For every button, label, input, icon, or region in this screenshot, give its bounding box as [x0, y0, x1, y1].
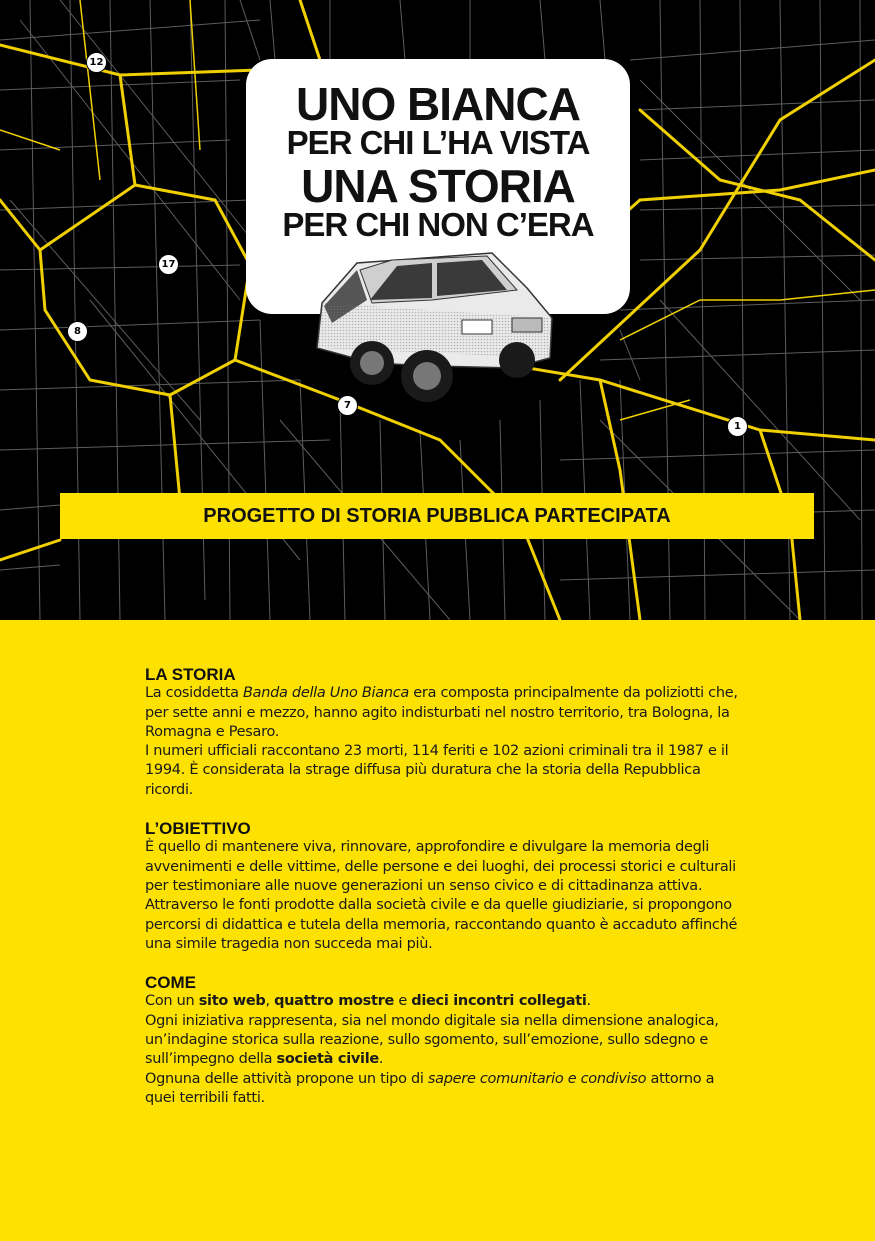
paragraph: È quello di mantenere viva, rinnovare, approfondire e divulgare la memoria degli avvenimenti e delle vittime, delle persone e dei luoghi, dei processi storici e culturali per testimoniare alle nuove generazioni un senso civico e di cittadinanza attiva. Attraverso le fonti prodotte dalla società civile e da quelle giudiziarie, si propongono percorsi di didattica e tutela della memoria, raccontando quanto è accaduto affinché una simile tragedia non succeda mai più.: [145, 839, 738, 952]
map-marker-17: 17: [158, 254, 179, 275]
bold-text: quattro mostre: [274, 993, 395, 1010]
text-run: ,: [265, 993, 275, 1010]
white-car-illustration: [312, 248, 562, 403]
text-run: attorno a quei terribili fatti.: [145, 1070, 715, 1106]
text-run: era composta principalmente da poliziotti che, per sette anni e mezzo, hanno agito indisturbati nel nostro territorio, tra Bologna, la Romagna e Pesaro.: [145, 685, 738, 740]
text-run: Ogni iniziativa rappresenta, sia nel mondo digitale sia nella dimensione analogica, un’indagine storica sulla reazione, sullo sgomento, sull’emozione, sullo sdegno e sull’impegno della: [145, 1012, 719, 1068]
paragraph: [145, 1070, 745, 1109]
paragraph: I numeri ufficiali raccontano 23 morti, 114 feriti e 102 azioni criminali tra il 1987 e il 1994. È considerata la strage diffusa più duratura che la storia della Repubblica ricordi.: [145, 743, 729, 798]
map-background: [0, 0, 875, 620]
title-line-3: UNA STORIA: [301, 160, 575, 212]
text-run: e: [394, 993, 412, 1010]
text-run: .: [378, 1051, 384, 1068]
text-run: .: [586, 993, 591, 1010]
project-banner: PROGETTO DI STORIA PUBBLICA PARTECIPATA: [60, 493, 814, 539]
section-obiettivo: [145, 819, 745, 954]
text-run: Con un: [145, 993, 199, 1010]
title-line-1: UNO BIANCA: [296, 78, 580, 130]
italic-text: sapere comunitario e condiviso: [427, 1070, 647, 1087]
bold-text: sito web: [198, 993, 266, 1010]
text-content: [145, 665, 745, 1127]
map-marker-12: 12: [86, 52, 107, 73]
bold-text: dieci incontri collegati: [411, 993, 587, 1010]
map-marker-7: 7: [337, 395, 358, 416]
section-heading: L’OBIETTIVO: [145, 819, 251, 839]
map-marker-8: 8: [67, 321, 88, 342]
paragraph: [145, 1012, 745, 1070]
text-run: Ognuna delle attività propone un tipo di: [145, 1070, 428, 1087]
title-line-2: PER CHI L’HA VISTA: [286, 124, 590, 161]
section-heading: COME: [145, 973, 196, 993]
bold-text: società civile: [276, 1051, 379, 1068]
section-come: [145, 973, 745, 1108]
title-line-4: PER CHI NON C’ERA: [282, 206, 594, 243]
section-heading: LA STORIA: [145, 665, 236, 684]
text-run: La cosiddetta: [145, 685, 243, 702]
section-la-storia: [145, 665, 745, 800]
italic-text: Banda della Uno Bianca: [243, 685, 409, 702]
paragraph: [145, 684, 745, 742]
map-marker-1: 1: [727, 416, 748, 437]
paragraph: [145, 992, 745, 1011]
